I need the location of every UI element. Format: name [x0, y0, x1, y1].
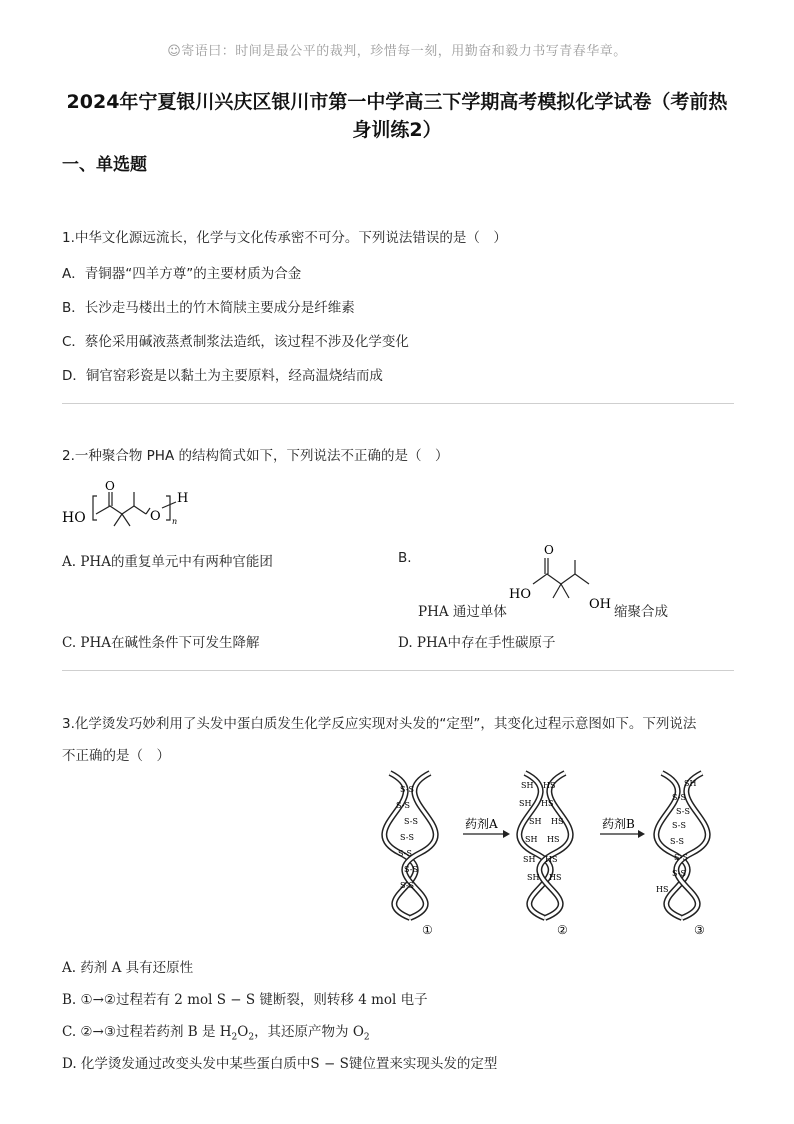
q2-stem: 2.一种聚合物 PHA 的结构简式如下，下列说法不正确的是（ ）: [62, 448, 449, 464]
title-line-1: 2024年宁夏银川兴庆区银川市第一中学高三下学期高考模拟化学试卷（考前热: [66, 91, 728, 113]
monomer-chain: [533, 574, 589, 584]
subscript: 2: [231, 1032, 238, 1043]
pha-h-end: H: [177, 491, 189, 506]
subscript: 2: [248, 1032, 255, 1043]
ss-bond: S-S: [400, 785, 414, 794]
document-title: [50, 88, 744, 144]
monomer-carbonyl-o: O: [544, 543, 554, 557]
divider: [62, 403, 734, 404]
ss-bond: S-S: [676, 807, 690, 816]
sh-group: SH: [523, 855, 536, 864]
label-1: ①: [422, 923, 433, 937]
pha-ester-o: O: [150, 509, 161, 524]
ss-bond: S-S: [672, 821, 686, 830]
q3-option-b: B. ①→②过程若有 2 mol S − S 键断裂，则转移 4 mol 电子: [62, 992, 428, 1008]
label-2: ②: [557, 923, 568, 937]
hs-group: HS: [547, 835, 560, 844]
ss-bond: S-S: [400, 833, 414, 842]
q3-option-c-mid: O: [237, 1024, 249, 1040]
q2-option-c: C. PHA在碱性条件下可发生降解: [62, 635, 260, 651]
hair-perm-diagram: [370, 768, 740, 940]
q1-option-a: A．青铜器“四羊方尊”的主要材质为合金: [62, 266, 302, 282]
pha-chain: [96, 506, 146, 514]
helix-3: [656, 773, 708, 937]
title-line-2: 身训练2）: [352, 119, 442, 141]
q1-option-c: C．蔡伦采用碱液蒸煮制浆法造纸，该过程不涉及化学变化: [62, 334, 409, 350]
q2-option-b-text-post: 缩聚合成: [614, 604, 668, 620]
monomer-structure: [505, 540, 615, 612]
sh-group: SH: [527, 873, 540, 882]
hs-group: HS: [543, 781, 556, 790]
ss-bond: S-S: [400, 881, 414, 890]
q2-option-b-letter: B.: [398, 550, 412, 566]
ss-bond: S-S: [670, 837, 684, 846]
ss-bond: S-S: [672, 793, 686, 802]
hs-group: HS: [549, 873, 562, 882]
q1-option-d: D．铜官窑彩瓷是以黏土为主要原料，经高温烧结而成: [62, 368, 383, 384]
q2-option-a: A. PHA的重复单元中有两种官能团: [62, 554, 273, 570]
ss-bond: S-S: [404, 817, 418, 826]
q3-stem-line-2: 不正确的是（ ）: [62, 748, 170, 764]
agent-a-label: 药剂A: [465, 817, 498, 831]
ss-bond: S-S: [396, 801, 410, 810]
hs-group: HS: [545, 855, 558, 864]
q3-option-c: [62, 1020, 370, 1043]
arrow-b: [638, 830, 645, 838]
q1-option-b: B．长沙走马楼出土的竹木简牍主要成分是纤维素: [62, 300, 355, 316]
pha-carbonyl-o: O: [105, 479, 115, 493]
divider: [62, 670, 734, 671]
motto: ☺寄语曰：时间是最公平的裁判，珍惜每一刻，用勤奋和毅力书写青春华章。: [167, 44, 627, 59]
arrow-a: [503, 830, 510, 838]
pha-ho-label: HO: [62, 510, 86, 526]
bracket-right: [166, 496, 170, 520]
hs-group: HS: [551, 817, 564, 826]
pha-n: n: [172, 517, 178, 526]
label-3: ③: [694, 923, 705, 937]
q1-stem: 1.中华文化源远流长，化学与文化传承密不可分。下列说法错误的是（ ）: [62, 230, 507, 246]
ss-bond: S-S: [404, 865, 418, 874]
q2-option-b-text-pre: PHA 通过单体: [418, 604, 507, 620]
hs-group: HS: [656, 885, 669, 894]
hs-group: HS: [541, 799, 554, 808]
q3-option-c-mid2: ，其还原产物为 O: [254, 1024, 364, 1040]
agent-b-label: 药剂B: [602, 817, 635, 831]
q3-stem-line-1: 3.化学烫发巧妙利用了头发中蛋白质发生化学反应实现对头发的“定型”，其变化过程示意图如下。下列说法: [62, 716, 697, 732]
ss-bond: S-S: [672, 869, 686, 878]
sh-group: SH: [529, 817, 542, 826]
monomer-oh: OH: [589, 597, 611, 612]
ss-bond: S-S: [674, 853, 688, 862]
pha-structure: [60, 478, 200, 528]
helix-1: [384, 773, 435, 937]
q3-option-a: A. 药剂 A 具有还原性: [62, 960, 194, 976]
q3-option-d: D. 化学烫发通过改变头发中某些蛋白质中S − S键位置来实现头发的定型: [62, 1056, 498, 1072]
q2-option-d: D. PHA中存在手性碳原子: [398, 635, 556, 651]
section-title: 一、单选题: [62, 155, 147, 175]
sh-group: SH: [684, 779, 697, 788]
sh-group: SH: [519, 799, 532, 808]
bracket-left: [93, 496, 97, 520]
sh-group: SH: [521, 781, 534, 790]
sh-group: SH: [525, 835, 538, 844]
helix-2: [519, 773, 571, 937]
monomer-ho: HO: [509, 587, 531, 602]
ss-bond: S-S: [398, 849, 412, 858]
q3-option-c-pre: C. ②→③过程若药剂 B 是 H: [62, 1024, 232, 1040]
subscript: 2: [363, 1032, 370, 1043]
